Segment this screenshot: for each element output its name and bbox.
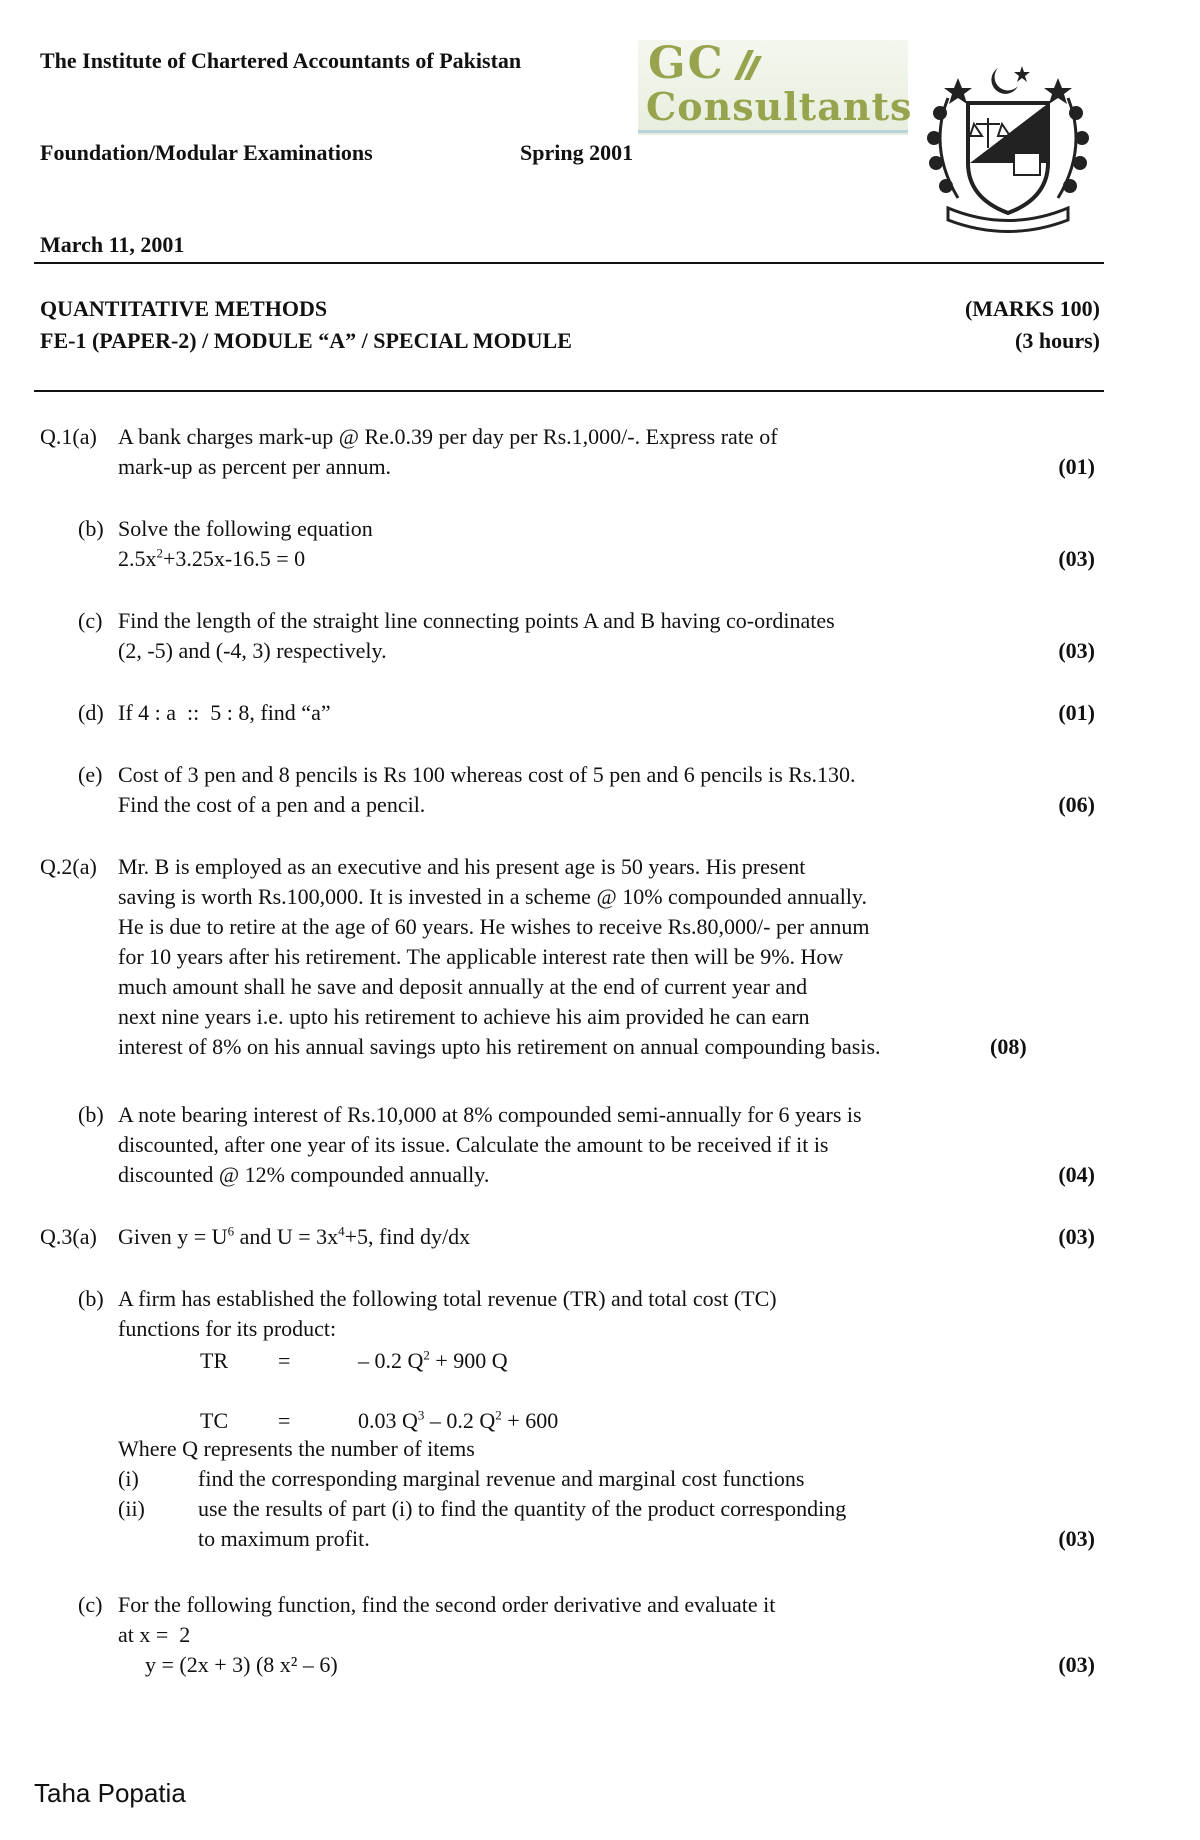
subject-title: QUANTITATIVE METHODS	[40, 296, 328, 321]
logo-underline	[638, 130, 908, 133]
institute-name: The Institute of Chartered Accountants of Pakistan	[40, 48, 522, 73]
question-text: He is due to retire at the age of 60 years. He wishes to receive Rs.80,000/- per annum	[118, 914, 870, 939]
sub-part-text: use the results of part (i) to find the quantity of the product corresponding	[198, 1496, 847, 1521]
question-3a	[0, 1222, 1200, 1256]
question-text: Where Q represents the number of items	[118, 1436, 475, 1461]
sub-part-text: find the corresponding marginal revenue and marginal cost functions	[198, 1466, 805, 1491]
question-1b	[0, 514, 1200, 578]
header-rule-bottom	[34, 390, 1104, 392]
question-text: discounted, after one year of its issue. Calculate the amount to be received if it is	[118, 1132, 829, 1157]
question-part: (e)	[78, 762, 103, 787]
question-text: For the following function, find the second order derivative and evaluate it	[118, 1592, 776, 1617]
question-marks: (03)	[1058, 1224, 1095, 1249]
gc-consultants-logo	[638, 38, 913, 135]
question-1e	[0, 760, 1200, 824]
equation: $2.5x^2+3.25x-16.5 = 0$	[118, 545, 306, 571]
question-text: Given $y = U^6$ and $U = 3x^4+5$, find dy/dx	[118, 1223, 471, 1249]
exam-date: March 11, 2001	[40, 232, 185, 257]
question-marks: (06)	[1058, 792, 1095, 817]
question-marks: (01)	[1058, 454, 1095, 479]
sub-part-number: (ii)	[118, 1496, 145, 1521]
question-text: next nine years i.e. upto his retirement to achieve his aim provided he can earn	[118, 1004, 810, 1029]
question-1c	[0, 606, 1200, 670]
question-text: (2, -5) and (-4, 3) respectively.	[118, 638, 387, 663]
exam-duration: (3 hours)	[1015, 328, 1100, 353]
tc-label: TC	[200, 1408, 229, 1433]
question-marks: (01)	[1058, 700, 1095, 725]
question-text: A bank charges mark-up @ Re.0.39 per day per Rs.1,000/-. Express rate of	[118, 424, 778, 449]
question-part: (b)	[78, 1102, 104, 1127]
sub-part-number: (i)	[118, 1466, 139, 1491]
author-name: Taha Popatia	[34, 1778, 186, 1808]
question-part: (b)	[78, 516, 104, 541]
question-text: Find the cost of a pen and a pencil.	[118, 792, 426, 817]
question-3c	[0, 1590, 1200, 1684]
question-text: Mr. B is employed as an executive and his present age is 50 years. His present	[118, 854, 806, 879]
tr-function: – 0.2 $Q^2 + 900$ Q	[358, 1347, 508, 1373]
question-3b	[0, 1284, 1200, 1574]
question-text: Solve the following equation	[118, 516, 373, 541]
question-2a	[0, 852, 1200, 1072]
question-text: interest of 8% on his annual savings upto his retirement on annual compounding basis.	[118, 1034, 881, 1059]
question-part: (d)	[78, 700, 104, 725]
question-text: If 4 : a :: 5 : 8, find “a”	[118, 700, 331, 725]
header-rule-top	[34, 262, 1104, 264]
question-number: Q.3(a)	[40, 1224, 97, 1249]
sub-part-text: to maximum profit.	[198, 1526, 370, 1551]
total-marks: (MARKS 100)	[964, 296, 1100, 321]
question-text: A note bearing interest of Rs.10,000 at 8% compounded semi-annually for 6 years is	[118, 1102, 862, 1127]
question-text: mark-up as percent per annum.	[118, 454, 392, 479]
question-text: Cost of 3 pen and 8 pencils is Rs 100 whereas cost of 5 pen and 6 pencils is Rs.130.	[118, 762, 856, 787]
logo-consultants-text: Consultants	[646, 84, 913, 129]
equals-sign: =	[278, 1408, 291, 1433]
question-marks: (03)	[1058, 1652, 1095, 1677]
question-2b	[0, 1100, 1200, 1194]
question-marks: (08)	[990, 1034, 1027, 1059]
question-part: (c)	[78, 1592, 103, 1617]
icap-crest-icon	[918, 58, 1098, 233]
question-part: (c)	[78, 608, 103, 633]
question-marks: (03)	[1058, 1526, 1095, 1551]
question-text: A firm has established the following total revenue (TR) and total cost (TC)	[118, 1286, 777, 1311]
tc-function: 0.03 $Q^3 - 0.2$ $Q^2 + 600$	[358, 1407, 559, 1433]
question-text: discounted @ 12% compounded annually.	[118, 1162, 490, 1187]
paper-title: FE-1 (PAPER-2) / MODULE “A” / SPECIAL MODULE	[40, 328, 572, 353]
question-number: Q.1(a)	[40, 424, 97, 449]
question-text: at x = 2	[118, 1622, 191, 1647]
question-marks: (03)	[1058, 546, 1095, 571]
question-1d	[0, 698, 1200, 732]
equals-sign: =	[278, 1348, 291, 1373]
tr-label: TR	[200, 1348, 229, 1373]
question-number: Q.2(a)	[40, 854, 97, 879]
question-text: functions for its product:	[118, 1316, 337, 1341]
question-part: (b)	[78, 1286, 104, 1311]
logo-stripes-icon	[730, 46, 766, 82]
function-expression: y = (2x + 3) (8 x² – 6)	[145, 1652, 338, 1677]
exam-name: Foundation/Modular Examinations	[40, 140, 373, 165]
question-marks: (03)	[1058, 638, 1095, 663]
question-text: saving is worth Rs.100,000. It is invested in a scheme @ 10% compounded annually.	[118, 884, 867, 909]
question-1a	[0, 422, 1200, 486]
logo-gc-text: GC	[648, 38, 725, 89]
question-text: for 10 years after his retirement. The applicable interest rate then will be 9%. How	[118, 944, 844, 969]
exam-session: Spring 2001	[520, 140, 634, 165]
question-text: Find the length of the straight line connecting points A and B having co-ordinates	[118, 608, 835, 633]
question-text: much amount shall he save and deposit annually at the end of current year and	[118, 974, 808, 999]
question-marks: (04)	[1058, 1162, 1095, 1187]
